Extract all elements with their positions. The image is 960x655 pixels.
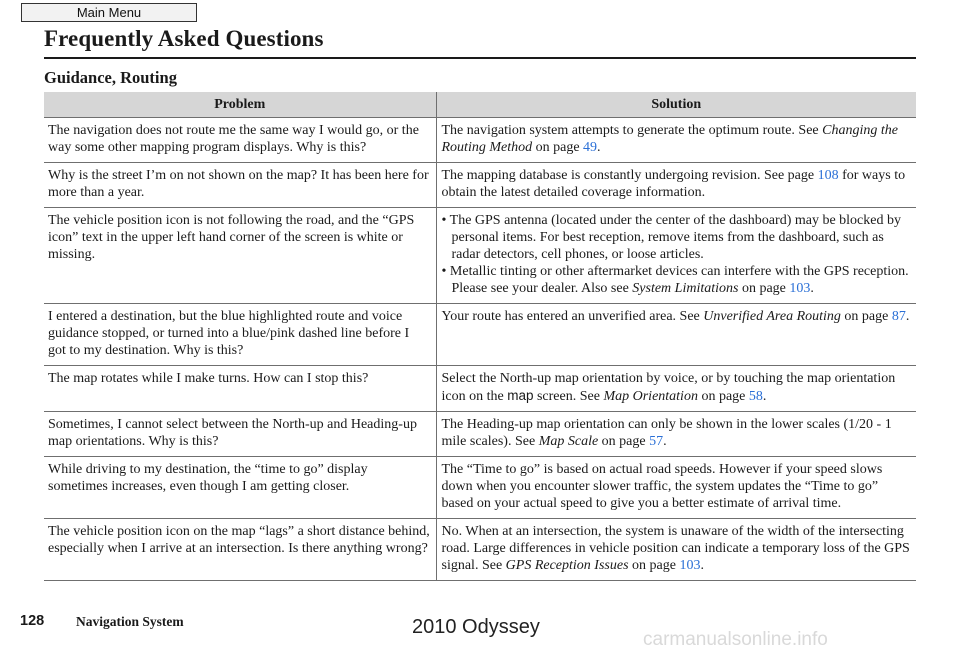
page-link[interactable]: 108	[817, 168, 839, 183]
solution-text: Your route has entered an unverified area. See	[441, 309, 704, 324]
table-row	[44, 457, 916, 519]
solution-cell	[436, 519, 916, 581]
solution-text: .	[663, 434, 667, 449]
solution-text: screen. See	[533, 389, 604, 404]
problem-cell: Sometimes, I cannot select between the North-up and Heading-up map orientations. Why is this?	[44, 412, 436, 457]
solution-text: on page	[697, 389, 749, 404]
page-link[interactable]: 57	[649, 434, 664, 449]
solution-cell	[436, 163, 916, 208]
solution-text: .	[905, 309, 910, 324]
section-heading: Guidance, Routing	[44, 68, 177, 87]
title-divider	[44, 57, 916, 59]
reference-title: Unverified Area Routing	[703, 309, 841, 324]
solution-text: .	[810, 281, 814, 296]
reference-title: System Limitations	[632, 281, 739, 296]
problem-cell: The navigation does not route me the same way I would go, or the way some other mapping program displays. Why is this?	[44, 118, 436, 163]
solution-cell	[436, 457, 916, 519]
reference-title: GPS Reception Issues	[505, 558, 629, 573]
solution-cell	[436, 118, 916, 163]
solution-text: on page	[598, 434, 650, 449]
solution-text: The navigation system attempts to generate the optimum route. See	[441, 123, 823, 138]
reference-title: Changing the Routing Method	[441, 123, 898, 155]
table-row	[44, 412, 916, 457]
page-link[interactable]: 103	[679, 558, 701, 573]
main-menu-button[interactable]: Main Menu	[21, 3, 197, 22]
problem-cell: While driving to my destination, the “time to go” display sometimes increases, even though I am getting closer.	[44, 457, 436, 519]
solution-text: Select the North-up map orientation by voice, or by touching the map orientation icon on the	[441, 371, 896, 404]
solution-cell	[436, 304, 916, 366]
problem-cell: The vehicle position icon is not following the road, and the “GPS icon” text in the upper left hand corner of the screen is white or missing.	[44, 208, 436, 304]
solution-text: for ways to obtain the latest detailed coverage information.	[441, 168, 906, 200]
table-row	[44, 118, 916, 163]
solution-text: .	[762, 389, 767, 404]
problem-cell: The vehicle position icon on the map “lags” a short distance behind, especially when I arrive at an intersection. Is there anything wrong?	[44, 519, 436, 581]
table-row	[44, 163, 916, 208]
watermark: carmanualsonline.info	[643, 629, 828, 650]
solution-text: The “Time to go” is based on actual road speeds. However if your speed slows down when you encounter slower traffic, the system updates the “Time to go” based on your actual speed to give you a better estimate of arrival time.	[441, 462, 883, 511]
reference-title: Map Orientation	[603, 389, 698, 404]
solution-cell	[436, 208, 916, 304]
reference-title: Map Scale	[538, 434, 599, 449]
solution-text: .	[700, 558, 704, 573]
bullet-item	[442, 263, 912, 297]
solution-text: The mapping database is constantly undergoing revision. See page	[441, 168, 818, 183]
solution-cell	[436, 366, 916, 412]
vehicle-model: 2010 Odyssey	[412, 616, 540, 638]
bullet-item: • The GPS antenna (located under the center of the dashboard) may be blocked by personal items. For best reception, remove items from the dashboard, such as radar detectors, cell phones, or loose articles.	[441, 213, 901, 262]
table-row	[44, 304, 916, 366]
table-row	[44, 366, 916, 412]
solution-text: No. When at an intersection, the system is unaware of the width of the intersecting road. Large differences in vehicle position can indicate a temporary loss of the GPS signal. See	[441, 524, 910, 573]
page-number: 128	[20, 613, 45, 629]
header-problem: Problem	[44, 92, 436, 118]
solution-cell	[436, 412, 916, 457]
problem-cell: I entered a destination, but the blue highlighted route and voice guidance stopped, or turned into a blue/pink dashed line before I got to my destination. Why is this?	[44, 304, 436, 366]
page-link[interactable]: 58	[748, 389, 763, 404]
header-solution: Solution	[436, 92, 916, 118]
table-row	[44, 208, 916, 304]
solution-text: on page	[840, 309, 892, 324]
footer-section-label: Navigation System	[76, 614, 184, 629]
problem-cell: The map rotates while I make turns. How can I stop this?	[44, 366, 436, 412]
solution-text: • Metallic tinting or other aftermarket devices can interfere with the GPS reception. Please see your dealer. Also see	[441, 264, 909, 296]
faq-table-header	[44, 92, 916, 118]
page-link[interactable]: 49	[583, 140, 598, 155]
problem-cell: Why is the street I’m on not shown on the map? It has been here for more than a year.	[44, 163, 436, 208]
page-link[interactable]: 103	[789, 281, 811, 296]
faq-table-body	[44, 118, 916, 581]
solution-text: on page	[738, 281, 790, 296]
solution-text: .	[597, 140, 601, 155]
solution-text: on page	[532, 140, 584, 155]
table-row	[44, 519, 916, 581]
page-title: Frequently Asked Questions	[44, 26, 324, 51]
page-link[interactable]: 87	[891, 309, 906, 324]
solution-text: on page	[628, 558, 680, 573]
faq-table	[44, 92, 916, 581]
solution-text: The Heading-up map orientation can only be shown in the lower scales (1/20 - 1 mile scales). See	[441, 417, 892, 449]
screen-name: map	[507, 388, 534, 403]
